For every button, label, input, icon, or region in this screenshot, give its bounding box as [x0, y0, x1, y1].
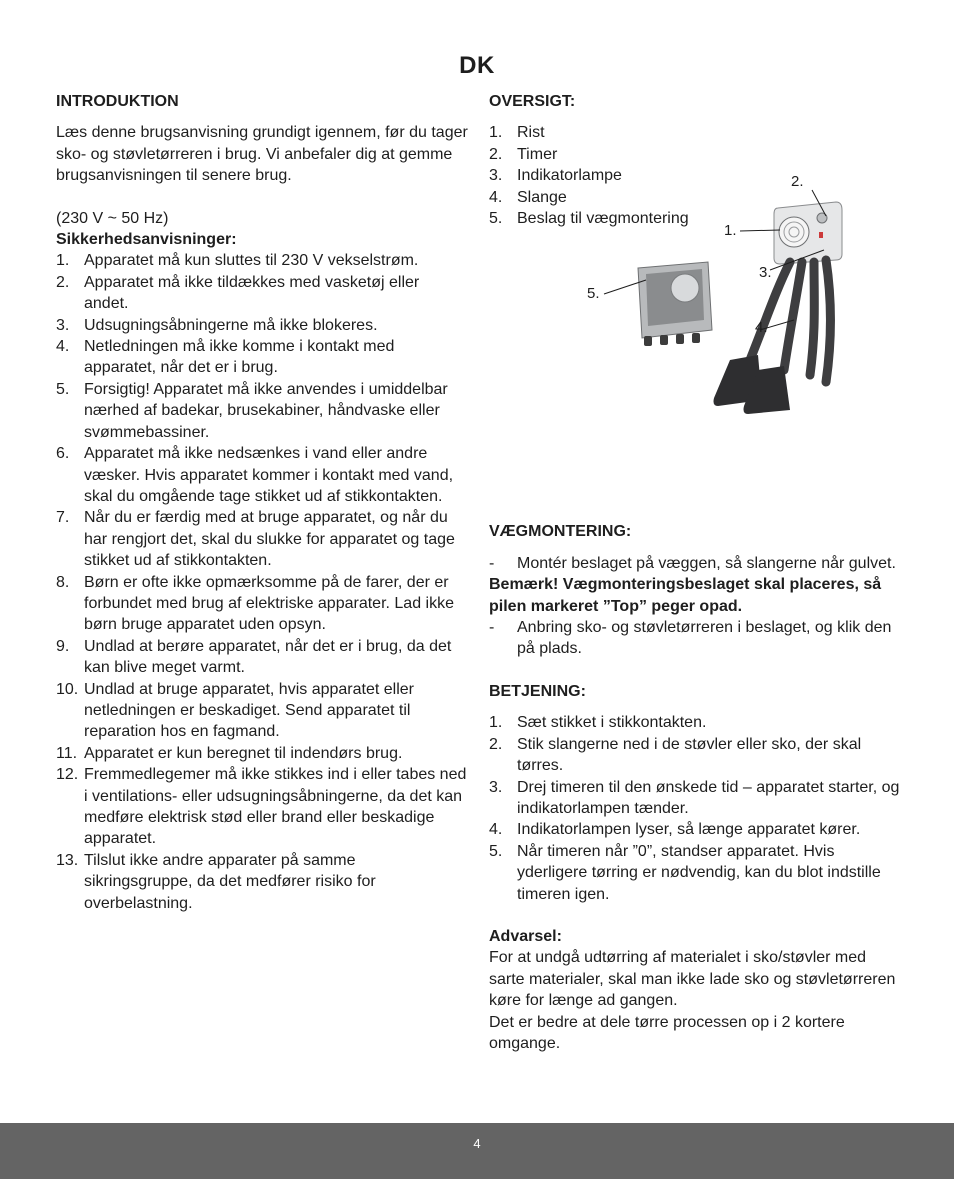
operation-heading: BETJENING: — [489, 682, 586, 700]
list-item: 3. Udsugningsåbningerne må ikke blokeres. — [56, 316, 378, 334]
list-item: 3. Indikatorlampe — [489, 167, 622, 185]
list-item: 1. Rist — [489, 124, 545, 142]
list-item: 2. Stik slangerne ned i de støvler eller sko, der skal tørres. — [489, 735, 862, 775]
list-item: 8. Børn er ofte ikke opmærksomme på de farer, der er forbundet med brug af elektriske apparater. Lad ikke børn bruge apparatet uden opsyn. — [56, 573, 454, 634]
intro-heading: INTRODUKTION — [56, 93, 179, 110]
list-item: 2. Timer — [489, 145, 558, 163]
product-illustration — [580, 170, 850, 420]
wall-heading: VÆGMONTERING: — [489, 523, 632, 541]
list-item: 4. Slange — [489, 188, 567, 206]
list-item: 10. Undlad at bruge apparatet, hvis apparatet eller netledningen er beskadiget. Send apparatet til reparation hos en fagmand. — [56, 680, 414, 741]
list-item: 12. Fremmedlegemer må ikke stikkes ind i eller tabes ned i ventilations- eller udsugningsåbningerne, da det kan medføre elektrisk stød eller brand eller beskadige apparatet. — [56, 766, 467, 848]
warning-text-1: For at undgå udtørring af materialet i sko/støvler med sarte materialer, skal man ikke lade sko og støvletørreren køre for længe ad gangen. — [489, 949, 896, 1010]
left-column — [56, 91, 468, 914]
list-item: 7. Når du er færdig med at bruge apparatet, og når du har rengjort det, skal du slukke for apparatet og tage stikket ud af stikkontakten. — [56, 509, 455, 570]
list-item: 4. Netledningen må ikke komme i kontakt med apparatet, når det er i brug. — [56, 338, 395, 377]
list-item: 1. Sæt stikket i stikkontakten. — [489, 714, 707, 732]
list-item: 5. Forsigtig! Apparatet må ikke anvendes i umiddelbar nærhed af badekar, brusekabiner, håndvaske eller svømmebassiner. — [56, 380, 448, 441]
list-item: - Montér beslaget på væggen, så slangerne når gulvet. — [489, 554, 896, 572]
footer-bar — [0, 1123, 954, 1179]
page-number: 4 — [473, 1136, 481, 1151]
figure-label-2: 2. — [791, 173, 804, 190]
list-item: 9. Undlad at berøre apparatet, når det er i brug, da det kan blive meget varmt. — [56, 637, 452, 677]
list-item: 13. Tilslut ikke andre apparater på samme sikringsgruppe, da det medfører risiko for overbelastning. — [56, 851, 376, 912]
wall-list-1 — [489, 553, 901, 574]
dryer-unit-drawing — [774, 202, 842, 264]
figure-label-1: 1. — [724, 222, 737, 239]
warning-text-2: Det er bedre at dele tørre processen op i 2 kortere omgange. — [489, 1013, 845, 1052]
list-item: - Anbring sko- og støvletørreren i beslaget, og klik den på plads. — [489, 619, 892, 658]
voltage-spec: (230 V ~ 50 Hz) — [56, 209, 169, 227]
boots-drawing — [714, 355, 791, 414]
list-item: 4. Indikatorlampen lyser, så længe apparatet kører. — [489, 821, 861, 839]
figure-label-3: 3. — [759, 264, 772, 281]
warning-heading: Advarsel: — [489, 927, 562, 945]
figure-label-4: 4. — [755, 319, 768, 336]
list-item: 5. Beslag til vægmontering — [489, 210, 689, 228]
operation-list — [489, 712, 901, 905]
wall-bracket-drawing — [638, 262, 712, 346]
list-item: 1. Apparatet må kun sluttes til 230 V vekselstrøm. — [56, 252, 419, 270]
safety-heading: Sikkerhedsanvisninger: — [56, 231, 237, 249]
page-title: DK — [459, 52, 495, 79]
list-item: 5. Når timeren når ”0”, standser apparatet. Hvis yderligere tørring er nødvendig, kan du blot indstille timeren igen. — [489, 842, 881, 903]
list-item: 3. Drej timeren til den ønskede tid – apparatet starter, og indikatorlampen tænder. — [489, 778, 900, 817]
intro-text: Læs denne brugsanvisning grundigt igennem, før du tager sko- og støvletørreren i brug. Vi anbefaler dig at gemme brugsanvisningen til senere brug. — [56, 124, 468, 185]
list-item: 2. Apparatet må ikke tildækkes med vasketøj eller andet. — [56, 273, 420, 313]
list-item: 6. Apparatet må ikke nedsænkes i vand eller andre væsker. Hvis apparatet kommer i kontakt med vand, skal du omgående tage stikket ud af stikkontakten. — [56, 445, 454, 505]
list-item: 11. Apparatet er kun beregnet til indendørs brug. — [56, 744, 403, 762]
overview-heading: OVERSIGT: — [489, 93, 576, 110]
wall-note: Bemærk! Vægmonteringsbeslaget skal placeres, så pilen markeret ”Top” peger opad. — [489, 576, 882, 615]
shoe-dryer-drawing — [580, 170, 850, 420]
safety-list — [56, 250, 468, 914]
wall-list-2 — [489, 617, 901, 660]
figure-label-5: 5. — [587, 285, 600, 302]
